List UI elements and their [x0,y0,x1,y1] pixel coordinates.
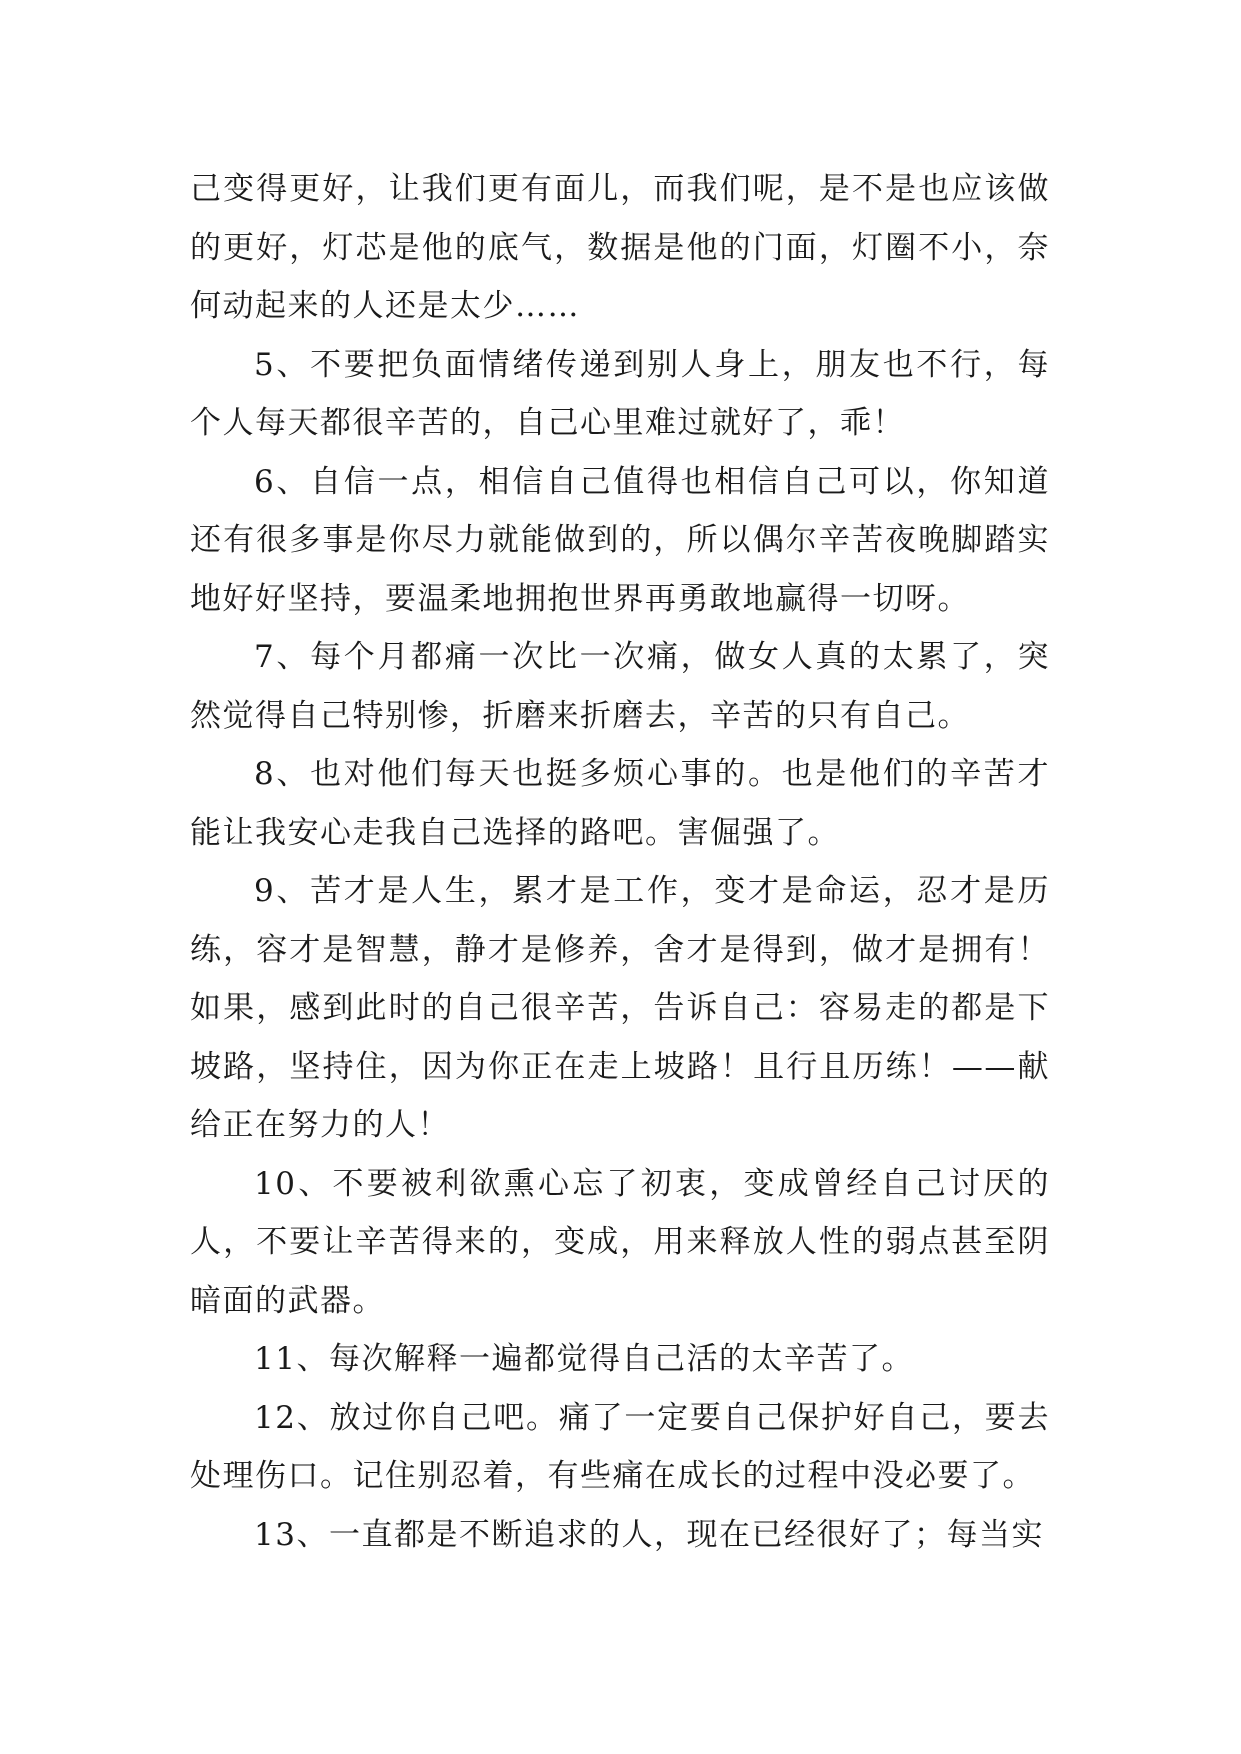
paragraph-item-7: 7、每个月都痛一次比一次痛，做女人真的太累了，突然觉得自己特别惨，折磨来折磨去，辛苦的只有自己。 [190,639,1050,734]
paragraph-item-6: 6、自信一点，相信自己值得也相信自己可以，你知道还有很多事是你尽力就能做到的，所以偶尔辛苦夜晚脚踏实地好好坚持，要温柔地拥抱世界再勇敢地赢得一切呀。 [190,463,1050,617]
paragraph-item-9: 9、苦才是人生，累才是工作，变才是命运，忍才是历练，容才是智慧，静才是修养，舍才是得到，做才是拥有！如果，感到此时的自己很辛苦，告诉自己：容易走的都是下坡路，坚持住，因为你正在走上坡路！且行且历练！——献给正在努力的人！ [190,873,1050,1143]
paragraph-item-8: 8、也对他们每天也挺多烦心事的。也是他们的辛苦才能让我安心走我自己选择的路吧。害倔强了。 [190,756,1050,851]
paragraph-item-5: 5、不要把负面情绪传递到别人身上，朋友也不行，每个人每天都很辛苦的，自己心里难过就好了，乖！ [190,346,1050,441]
paragraph-item-11: 11、每次解释一遍都觉得自己活的太辛苦了。 [254,1341,914,1377]
document-body [190,160,1050,1564]
paragraph-item-12: 12、放过你自己吧。痛了一定要自己保护好自己，要去处理伤口。记住别忍着，有些痛在成长的过程中没必要了。 [190,1399,1050,1494]
paragraph-item-13: 13、一直都是不断追求的人，现在已经很好了；每当实 [254,1516,1044,1553]
paragraph-item-10: 10、不要被利欲熏心忘了初衷，变成曾经自己讨厌的人，不要让辛苦得来的，变成，用来释放人性的弱点甚至阴暗面的武器。 [190,1165,1050,1319]
paragraph-continuation: 己变得更好，让我们更有面儿，而我们呢，是不是也应该做的更好，灯芯是他的底气，数据是他的门面，灯圈不小，奈何动起来的人还是太少…… [190,171,1050,324]
